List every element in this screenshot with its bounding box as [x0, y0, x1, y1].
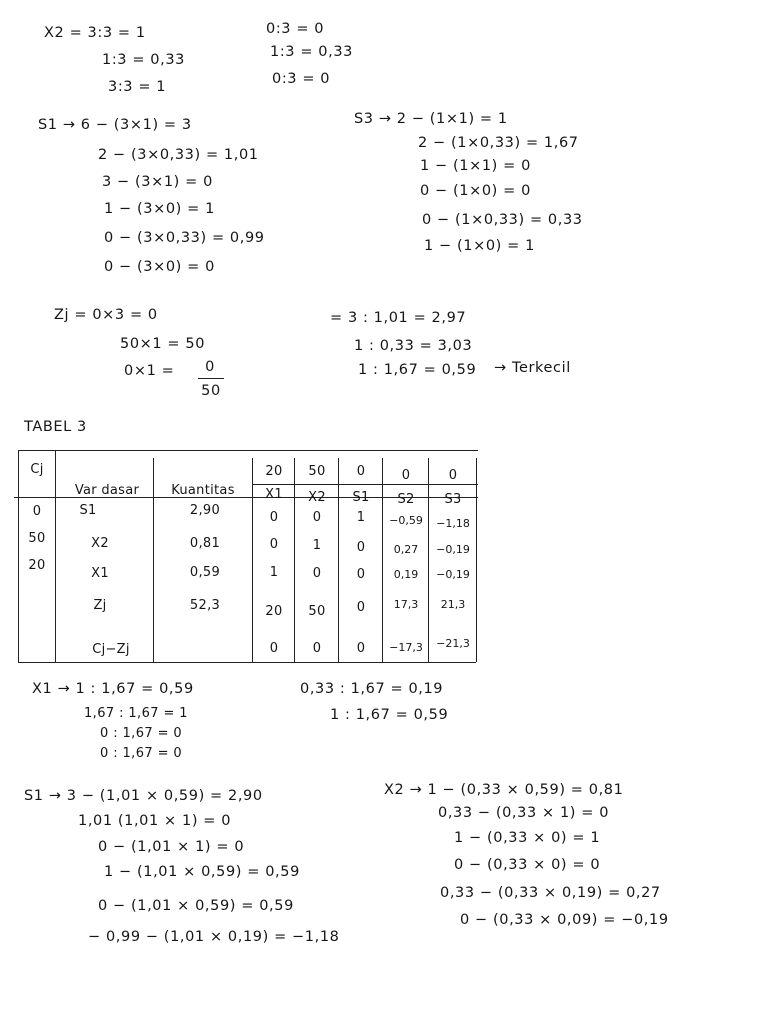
- ratio-mid-line-1: = 3 : 1,01 = 2,97: [330, 310, 467, 326]
- table-row-x2-s3: −0,19: [436, 543, 470, 556]
- table-row-s1-qty: 2,90: [189, 503, 221, 518]
- ratio-top-line-1: 0:3 = 0: [266, 21, 325, 37]
- table-row-cjzj-s2: −17,3: [389, 641, 423, 654]
- smallest-ratio-note: → Terkecil: [494, 360, 571, 376]
- cj-value-s1: 0: [356, 464, 366, 479]
- s3-line-6: 1 − (1×0) = 1: [424, 238, 535, 254]
- x2b-line-6: 0 − (0,33 × 0,09) = −0,19: [460, 912, 669, 928]
- col-header-x1: X1: [265, 487, 283, 502]
- x1-line-4: 0 : 1,67 = 0: [100, 746, 183, 761]
- s3-line-1: S3 → 2 − (1×1) = 1: [354, 111, 508, 127]
- table-row-x1-x1: 1: [269, 565, 279, 580]
- table-row-zj-qty: 52,3: [189, 598, 221, 613]
- cj-header: Cj: [30, 462, 44, 477]
- cj-value-s2: 0: [401, 468, 411, 483]
- cj-value-s3: 0: [448, 468, 458, 483]
- table-row-x1-s3: −0,19: [436, 568, 470, 581]
- x1-line-1: X1 → 1 : 1,67 = 0,59: [32, 681, 194, 697]
- table-row-s1-x1: 0: [269, 510, 279, 525]
- s1-line-5: 0 − (3×0,33) = 0,99: [104, 230, 265, 246]
- s3-line-4: 0 − (1×0) = 0: [420, 183, 531, 199]
- x2b-line-4: 0 − (0,33 × 0) = 0: [454, 857, 601, 873]
- table-row-x1-qty: 0,59: [189, 565, 221, 580]
- s1b-line-4: 1 − (1,01 × 0,59) = 0,59: [104, 864, 300, 880]
- table-row-zj-s1: 0: [356, 600, 366, 615]
- cj-value-x1: 20: [265, 464, 283, 479]
- x1-line-3: 0 : 1,67 = 0: [100, 726, 183, 741]
- x2b-line-1: X2 → 1 − (0,33 × 0,59) = 0,81: [384, 782, 624, 798]
- col-header-x2: X2: [308, 490, 326, 505]
- table-row-x2-var: X2: [91, 536, 109, 551]
- table-row-zj-x1: 20: [265, 604, 283, 619]
- zj-line-2: 50×1 = 50: [120, 336, 206, 352]
- s1-line-2: 2 − (3×0,33) = 1,01: [98, 147, 259, 163]
- cj-value-x2: 50: [308, 464, 326, 479]
- s1b-line-6: − 0,99 − (1,01 × 0,19) = −1,18: [88, 929, 340, 945]
- s1-line-4: 1 − (3×0) = 1: [104, 201, 215, 217]
- x2b-line-2: 0,33 − (0,33 × 1) = 0: [438, 805, 610, 821]
- zj-line-3: 0×1 =: [124, 363, 175, 379]
- col-header-s3: S3: [444, 492, 462, 507]
- table-row-x2-cj: 50: [28, 531, 46, 546]
- zj-fraction-denominator: 50: [201, 383, 221, 399]
- zj-fraction-numerator: 0: [205, 359, 215, 375]
- x2b-line-3: 1 − (0,33 × 0) = 1: [454, 830, 601, 846]
- table-row-x1-s2: 0,19: [393, 568, 419, 581]
- var-dasar-header: Var dasar: [74, 483, 140, 498]
- table-row-x2-s2: 0,27: [393, 543, 419, 556]
- x2-line-2: 1:3 = 0,33: [102, 52, 185, 68]
- table-title: TABEL 3: [24, 419, 87, 435]
- table-row-x1-x2: 0: [312, 566, 322, 581]
- ratio-mid-line-3: 1 : 1,67 = 0,59: [358, 362, 477, 378]
- s3-line-2: 2 − (1×0,33) = 1,67: [418, 135, 579, 151]
- s1-line-1: S1 → 6 − (3×1) = 3: [38, 117, 192, 133]
- ratio-top-line-3: 0:3 = 0: [272, 71, 331, 87]
- s3-line-5: 0 − (1×0,33) = 0,33: [422, 212, 583, 228]
- table-row-s1-var: S1: [79, 503, 97, 518]
- table-row-cjzj-var: Cj−Zj: [92, 642, 130, 657]
- table-row-s1-s2: −0,59: [389, 514, 423, 527]
- table-row-x2-x1: 0: [269, 537, 279, 552]
- table-row-cjzj-s3: −21,3: [436, 637, 470, 650]
- x2-line-3: 3:3 = 1: [108, 79, 167, 95]
- x1-line-2: 1,67 : 1,67 = 1: [84, 706, 188, 721]
- table-row-cjzj-x2: 0: [312, 641, 322, 656]
- s3-line-3: 1 − (1×1) = 0: [420, 158, 531, 174]
- table-row-x1-var: X1: [91, 566, 109, 581]
- s1b-line-2: 1,01 (1,01 × 1) = 0: [78, 813, 232, 829]
- table-row-zj-s2: 17,3: [393, 598, 419, 611]
- table-row-zj-x2: 50: [308, 604, 326, 619]
- ratio-mid-line-2: 1 : 0,33 = 3,03: [354, 338, 473, 354]
- table-row-s1-x2: 0: [312, 510, 322, 525]
- zj-line-1: Zj = 0×3 = 0: [54, 307, 158, 323]
- ratio-bottom-line-1: 0,33 : 1,67 = 0,19: [300, 681, 444, 697]
- table-row-s1-s3: −1,18: [436, 517, 470, 530]
- zj-fraction-bar: [198, 378, 224, 379]
- table-row-x1-s1: 0: [356, 567, 366, 582]
- table-row-s1-s1: 1: [356, 510, 366, 525]
- table-row-cjzj-x1: 0: [269, 641, 279, 656]
- table-row-x1-cj: 20: [28, 558, 46, 573]
- s1-line-6: 0 − (3×0) = 0: [104, 259, 215, 275]
- s1-line-3: 3 − (3×1) = 0: [102, 174, 213, 190]
- x2b-line-5: 0,33 − (0,33 × 0,19) = 0,27: [440, 885, 661, 901]
- table-row-x2-x2: 1: [312, 538, 322, 553]
- table-row-x2-s1: 0: [356, 540, 366, 555]
- s1b-line-1: S1 → 3 − (1,01 × 0,59) = 2,90: [24, 788, 263, 804]
- col-header-s1: S1: [352, 490, 370, 505]
- kuantitas-header: Kuantitas: [171, 483, 235, 498]
- table-row-zj-var: Zj: [93, 598, 107, 613]
- table-row-x2-qty: 0,81: [189, 536, 221, 551]
- table-row-cjzj-s1: 0: [356, 641, 366, 656]
- ratio-top-line-2: 1:3 = 0,33: [270, 44, 353, 60]
- s1b-line-5: 0 − (1,01 × 0,59) = 0,59: [98, 898, 294, 914]
- x2-line-1: X2 = 3:3 = 1: [44, 25, 146, 41]
- col-header-s2: S2: [397, 492, 415, 507]
- table-row-zj-s3: 21,3: [440, 598, 466, 611]
- table-row-s1-cj: 0: [32, 504, 42, 519]
- s1b-line-3: 0 − (1,01 × 1) = 0: [98, 839, 245, 855]
- ratio-bottom-line-2: 1 : 1,67 = 0,59: [330, 707, 449, 723]
